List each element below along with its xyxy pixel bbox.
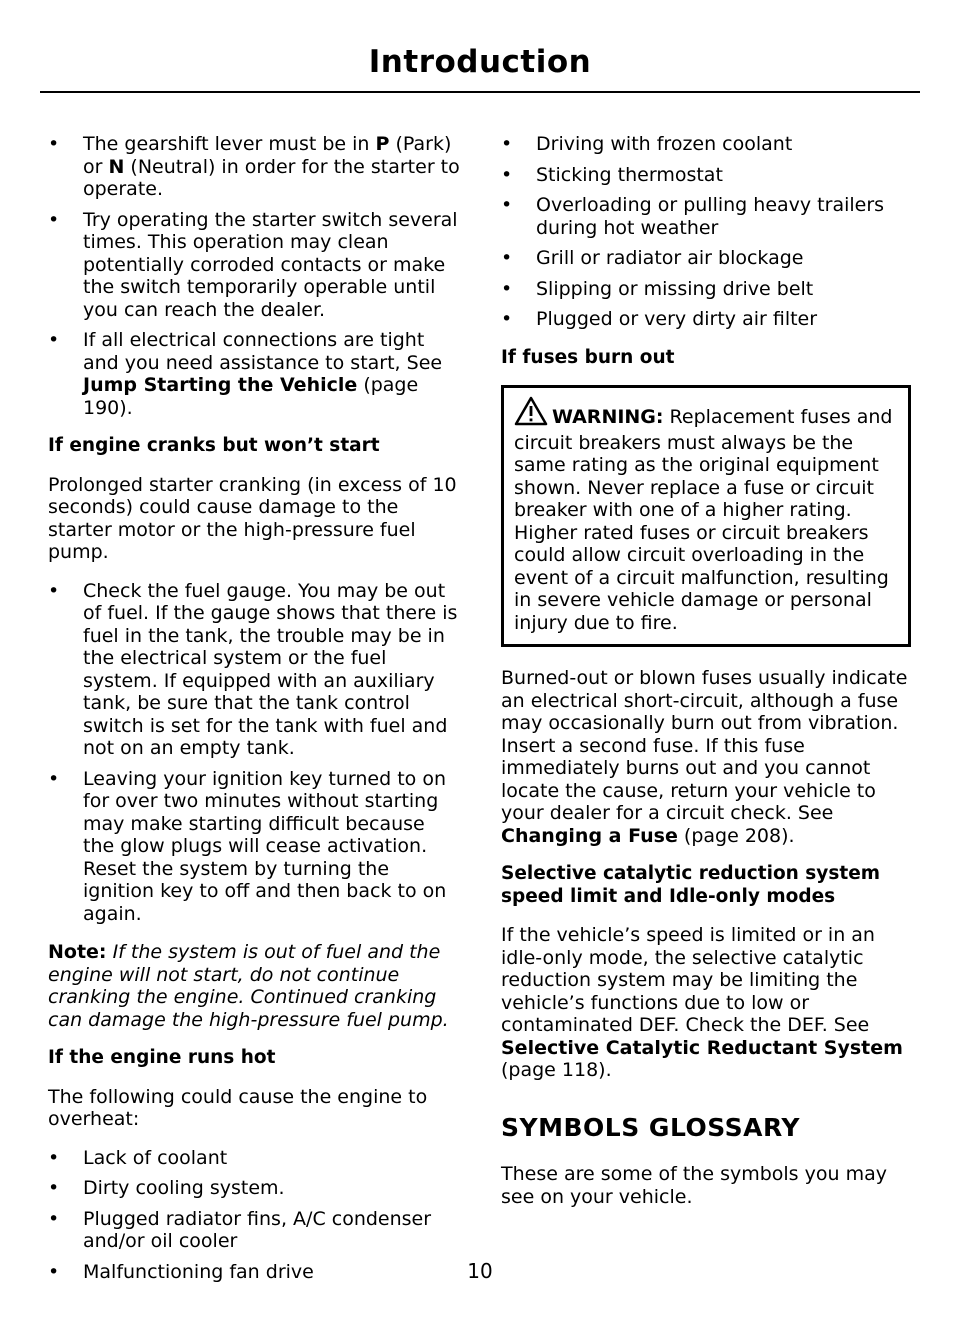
list-item: • Try operating the starter switch several times. This operation may clean potentially corroded contacts or make the switch temporarily operable until you can reach the dealer. [48,208,458,321]
list-item: • Driving with frozen coolant [501,133,793,155]
bullet: • [48,1207,60,1230]
warning-text: Replacement fuses and circuit breakers must always be the same rating as the original equipment shown. Never replace a fuse or circuit breaker with one of a higher rating. Higher rated fuses or circuit breakers could allow circuit overloading in the event of a circuit malfunction, resulting in severe vehicle damage or personal injury due to fire. [514,406,893,634]
list-item: • Dirty cooling system. [48,1177,285,1199]
bullet: • [48,1177,60,1199]
paragraph: If the vehicle’s speed is limited or in an idle-only mode, the selective catalytic reduction system may be limiting the vehicle’s functions due to low or contaminated DEF. Check the DEF. See Selective Catalytic Reductant System (page 118). [501,924,903,1081]
warning-label: WARNING: [552,406,664,428]
list-item: • The gearshift lever must be in P (Park) or N (Neutral) in order for the starter to operate. [48,133,460,200]
list-item: • Leaving your ignition key turned to on for over two minutes without starting may make starting difficult because the glow plugs will cease activation. Reset the system by turning the ignition key to off and then back to on again. [48,767,447,925]
list-item: • Grill or radiator air blockage [501,247,804,269]
page-title: Introduction [368,44,592,80]
paragraph: The following could cause the engine to overheat: [48,1085,428,1130]
page-number: 10 [467,1259,493,1283]
bullet: • [48,208,60,231]
list-item: • Slipping or missing drive belt [501,277,814,300]
list-item: • Overloading or pulling heavy trailers during hot weather [501,194,885,239]
note [48,941,460,1031]
park-label: P [375,133,390,155]
bullet: • [48,1260,60,1283]
paragraph: Burned-out or blown fuses usually indicate an electrical short-circuit, although a fuse may occasionally burn out from vibration. Insert a second fuse. If this fuse immediately burns out and you cannot locate the cause, return your vehicle to your dealer for a circuit check. See Changing a Fuse (page 208). [501,667,908,847]
changing-fuse-link[interactable]: Changing a Fuse [501,824,678,847]
bullet: • [48,1146,60,1169]
list-item: • If all electrical connections are tight and you need assistance to start, See Jump Starting the Vehicle (page 190). [48,329,443,419]
section-heading: If the engine runs hot [48,1047,276,1068]
neutral-label: N [108,155,125,178]
bullet: • [48,767,60,790]
bullet: • [48,579,60,602]
catalytic-reductant-link[interactable]: Selective Catalytic Reductant System [501,1036,903,1059]
list-item: • Plugged radiator fins, A/C condenser and/or oil cooler [48,1207,432,1252]
bullet: • [501,163,513,186]
section-heading: Selective catalytic reduction system speed limit and Idle-only modes [501,863,881,907]
section-heading: If fuses burn out [501,346,675,368]
bullet: • [501,247,513,269]
list-item: • Sticking thermostat [501,163,723,186]
bullet: • [48,133,60,155]
list-item: • Lack of coolant [48,1146,228,1169]
bullet: • [501,277,513,300]
bullet: • [501,308,513,330]
overheat-bullets-continued [501,133,911,331]
list-item: • Check the fuel gauge. You may be out of fuel. If the gauge shows that there is fuel in the tank, the trouble may be in the electrical system or the fuel system. If equipped with an auxiliary tank, be sure that the tank control switch is set for the tank with fuel and not on an empty tank. [48,579,458,759]
bullet: • [501,194,513,216]
paragraph: Prolonged starter cranking (in excess of 10 seconds) could cause damage to the starter motor or the high-pressure fuel pump. [48,473,457,563]
note-text: If the system is out of fuel and the engine will not start, do not continue cranking the engine. Continued cranking can damage the high-pressure fuel pump. [48,941,449,1031]
crank-bullets [48,580,460,926]
jump-starting-link[interactable]: Jump Starting the Vehicle [83,374,358,396]
section-heading: If engine cranks but won’t start [48,435,380,456]
warning-box [501,385,911,647]
paragraph: These are some of the symbols you may see on your vehicle. [501,1163,887,1208]
bullet: • [501,133,513,155]
header-rule [40,91,920,93]
right-column [501,133,911,1224]
section-title: SYMBOLS GLOSSARY [501,1112,800,1142]
list-item: • Plugged or very dirty air filter [501,308,818,330]
note-label: Note: [48,941,107,963]
list-item: • Malfunctioning fan drive [48,1260,314,1283]
bullet: • [48,329,60,351]
left-column [48,133,460,1291]
warning-triangle-icon [514,396,548,432]
starter-bullets [48,133,460,419]
